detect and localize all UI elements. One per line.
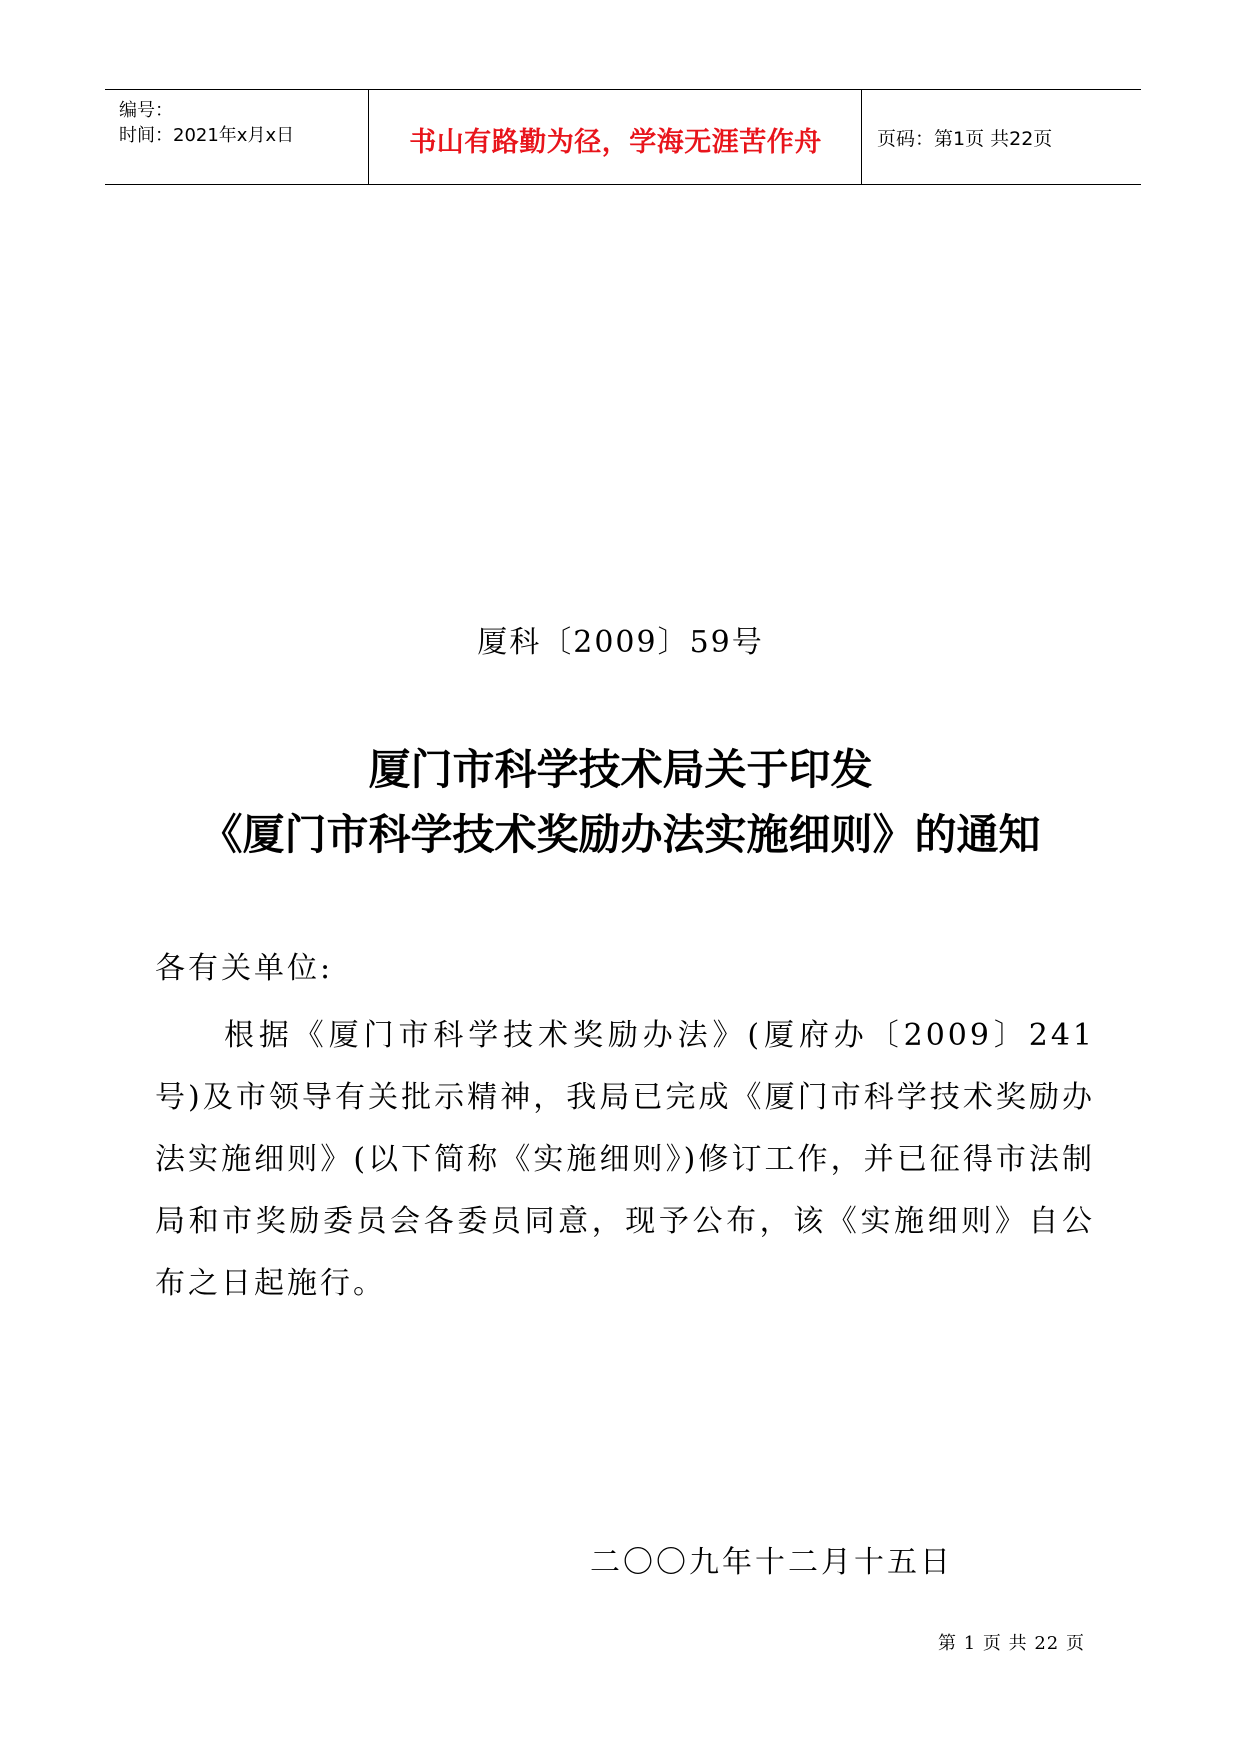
header-page-info: 页码：第1页 共22页 bbox=[877, 128, 1053, 150]
page-header bbox=[105, 89, 1141, 185]
document-title-line1: 厦门市科学技术局关于印发 bbox=[368, 745, 873, 794]
header-right-cell bbox=[863, 90, 1141, 184]
document-number: 厦科〔2009〕59号 bbox=[477, 625, 764, 660]
issue-date: 二〇〇九年十二月十五日 bbox=[590, 1545, 953, 1580]
header-motto: 书山有路勤为径，学海无涯苦作舟 bbox=[409, 127, 822, 158]
document-title-line2: 《厦门市科学技术奖励办法实施细则》的通知 bbox=[200, 810, 1041, 859]
footer-page-number: 第 1 页 共 22 页 bbox=[938, 1633, 1085, 1654]
body-paragraph: 根据《厦门市科学技术奖励办法》(厦府办〔2009〕241号)及市领导有关批示精神，我局已完成《厦门市科学技术奖励办法实施细则》(以下简称《实施细则》)修订工作，并已征得市法制局和市奖励委员会各委员同意，现予公布，该《实施细则》自公布之日起施行。 bbox=[155, 1018, 1095, 1301]
salutation: 各有关单位: bbox=[155, 951, 334, 986]
header-left-cell bbox=[105, 90, 369, 184]
time-label: 时间：2021年x月x日 bbox=[119, 125, 295, 146]
number-label: 编号： bbox=[119, 100, 173, 121]
header-center-cell bbox=[370, 90, 862, 184]
